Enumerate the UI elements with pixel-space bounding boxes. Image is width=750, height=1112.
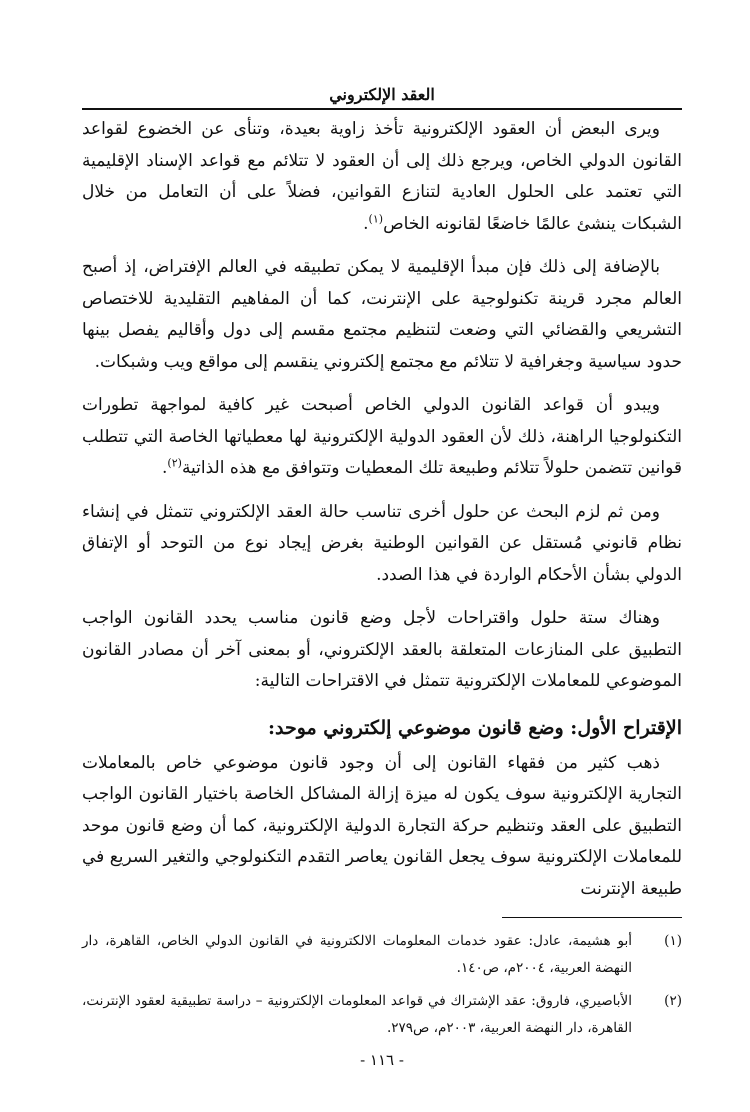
paragraph-2 [82, 252, 682, 378]
paragraph-1-tail: . [363, 213, 369, 234]
footnote-1-text: أبو هشيمة، عادل: عقود خدمات المعلومات الالكترونية في القانون الدولي الخاص، القاهرة، دار النهضة العربية، ٢٠٠٤م، ص١٤٠. [82, 933, 632, 976]
footnote-separator [502, 917, 682, 918]
paragraph-4 [82, 497, 682, 592]
paragraph-5-text: وهناك ستة حلول واقتراحات لأجل وضع قانون مناسب يحدد القانون الواجب التطبيق على المنازعات المتعلقة بالعقد الإلكتروني، أو بمعنى آخر أن مصادر القانون الموضوعي للمعاملات الإلكترونية تتمثل في الاقتراحات التالية: [82, 608, 682, 691]
document-page [82, 84, 682, 1072]
paragraph-3-text: ويبدو أن قواعد القانون الدولي الخاص أصبحت غير كافية لمواجهة تطورات التكنولوجيا الراهنة، ذلك لأن العقود الدولية الإلكترونية لها معطياتها الخاصة التي تتطلب قوانين تتضمن حلولاً تتلائم وطبيعة تلك المعطيات وتتوافق مع هذه الذاتية [82, 395, 682, 478]
paragraph-2-text: بالإضافة إلى ذلك فإن مبدأ الإقليمية لا يمكن تطبيقه في العالم الإفتراض، إذ أصبح العالم مجرد قرينة تكنولوجية على الإنترنت، كما أن المفاهيم التقليدية للاختصاص التشريعي والقضائي التي وضعت لتنظيم مجتمع مقسم إلى دول وأقاليم يفصل بينها حدود سياسية وجغرافية لا تتلائم مع مجتمع إلكتروني ينقسم إلى مواقع ويب وشبكات. [82, 257, 682, 372]
paragraph-3-tail: . [162, 458, 168, 478]
section-heading: الإقتراح الأول: وضع قانون موضوعي إلكتروني موحد: [267, 716, 682, 739]
page-number: - ١١٦ - [360, 1051, 404, 1069]
footnote-ref-2[interactable]: (٢) [167, 456, 182, 470]
section-paragraph: ذهب كثير من فقهاء القانون إلى أن وجود قانون موضوعي خاص بالمعاملات التجارية الإلكترونية سوف يكون له ميزة إزالة المشاكل الخاصة باختيار القانون الواجب التطبيق على العقد وتنظيم حركة التجارة الدولية الإلكترونية، كما أن وضع قانون موحد للمعاملات الإلكترونية سوف يجعل القانون يعاصر التقدم التكنولوجي والتغير السريع في طبيعة الإنترنت [82, 752, 682, 899]
footnote-1 [82, 928, 682, 982]
paragraph-5 [82, 603, 682, 698]
footnote-2 [82, 988, 682, 1042]
paragraph-1 [82, 114, 682, 240]
paragraph-3 [82, 390, 682, 485]
running-head: العقد الإلكتروني [82, 84, 682, 110]
paragraph-1-text: ويرى البعض أن العقود الإلكترونية تأخذ زاوية بعيدة، وتنأى عن الخضوع لقواعد القانون الدولي الخاص، ويرجع ذلك إلى أن العقود لا تتلائم مع قواعد الإسناد الإقليمية التي تعتمد على الحلول العادية لتنازع القوانين، فضلاً على أن التعامل من خلال الشبكات ينشئ عالمًا خاضعًا لقانونه الخاص [82, 119, 682, 234]
footnote-ref-1[interactable]: (١) [368, 211, 384, 225]
footnote-1-number: (١) [664, 933, 682, 949]
footnote-2-number: (٢) [664, 993, 682, 1009]
footnote-2-text: الأباصيري، فاروق: عقد الإشتراك في قواعد المعلومات الإلكترونية – دراسة تطبيقية لعقود الإنترنت، القاهرة، دار النهضة العربية، ٢٠٠٣م، ص٢٧٩. [82, 993, 632, 1036]
paragraph-4-text: ومن ثم لزم البحث عن حلول أخرى تناسب حالة العقد الإلكتروني تتمثل في إنشاء نظام قانوني مُستقل عن القوانين الوطنية بغرض إيجاد نوع من التوحد أو الإتفاق الدولي بشأن الأحكام الواردة في هذا الصدد. [82, 501, 682, 585]
